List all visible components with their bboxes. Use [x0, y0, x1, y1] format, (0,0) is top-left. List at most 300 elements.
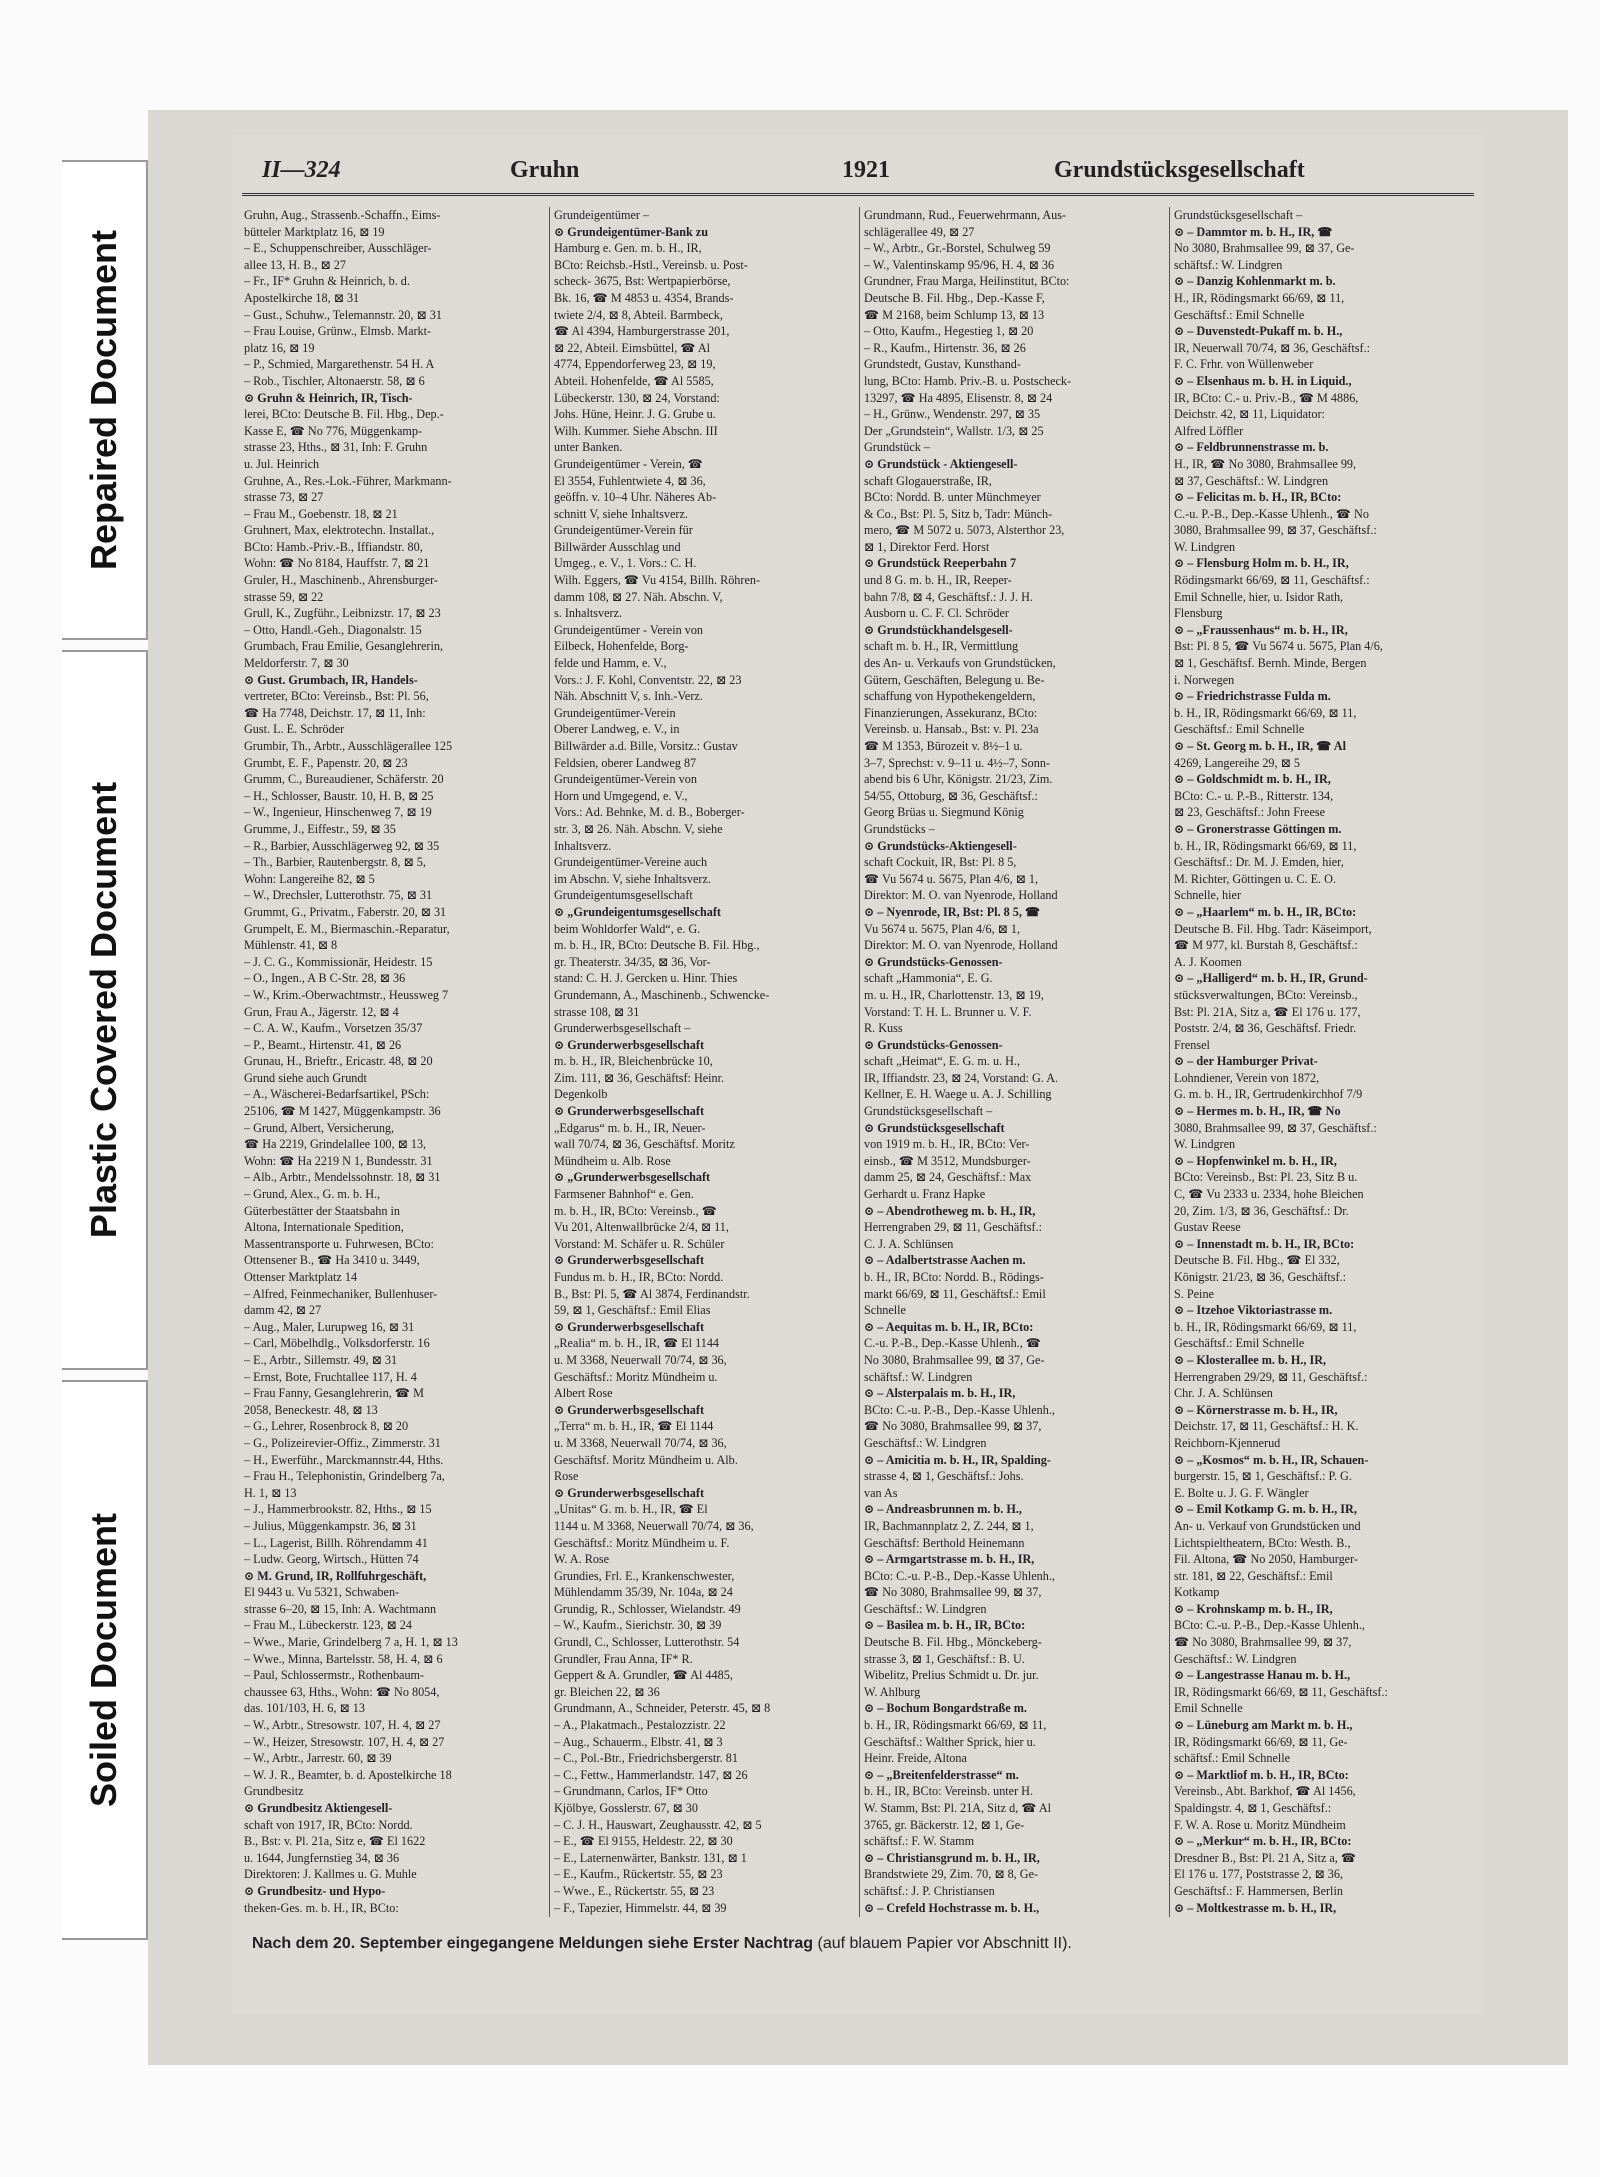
entry-line: Grundeigentümer –	[554, 208, 650, 222]
entry-line: schlägerallee 49, ⊠ 27	[864, 224, 975, 239]
entry-line: 3080, Brahmsallee 99, ⊠ 37, Geschäftsf.:	[1174, 1120, 1377, 1135]
side-tabs	[62, 160, 148, 1940]
entry-line: Lohndiener, Verein von 1872,	[1174, 1070, 1320, 1085]
entry-line: – H., Grünw., Wendenstr. 297, ⊠ 35	[864, 407, 1041, 422]
entry-line: IR, Rödingsmarkt 66/69, ⊠ 11, Ge-	[1174, 1734, 1348, 1749]
entry-line: Grumbir, Th., Arbtr., Ausschlägerallee 125	[244, 739, 453, 753]
entry-line: 3080, Brahmsallee 99, ⊠ 37, Geschäftsf.:	[1174, 523, 1377, 538]
entry-line: – G., Polizeirevier-Offiz., Zimmerstr. 31	[244, 1435, 441, 1450]
entry-line: F. C. Frhr. von Wüllenweber	[1174, 357, 1314, 372]
entry-line: einsb., ☎ M 3512, Mundsburger-	[864, 1153, 1031, 1168]
entry-line: Spaldingstr. 4, ⊠ 1, Geschäftsf.:	[1174, 1801, 1332, 1815]
entry-line: ⊙ Grunderwerbsgesellschaft	[554, 1485, 705, 1500]
entry-line: u. M 3368, Neuerwall 70/74, ⊠ 36,	[554, 1435, 727, 1450]
tab-soiled-document	[62, 1380, 148, 1940]
entry-line: Wibelitz, Prelius Schmidt u. Dr. jur.	[864, 1668, 1039, 1683]
entry-line: – P., Beamt., Hirtenstr. 41, ⊠ 26	[244, 1037, 402, 1052]
entry-line: Umgeg., e. V., 1. Vors.: C. H.	[554, 556, 697, 571]
entry-line: – Grund, Alex., G. m. b. H.,	[244, 1187, 381, 1202]
entry-line: twiete 2/4, ⊠ 8, Abteil. Barmbeck,	[554, 307, 723, 322]
entry-line: strasse 3, ⊠ 1, Geschäftsf.: B. U.	[864, 1651, 1025, 1666]
entry-line: Billwärder Ausschlag und	[554, 539, 681, 554]
entry-line: schaft Cockuit, IR, Bst: Pl. 8 5,	[864, 855, 1017, 870]
entry-line: 20, Zim. 1/3, ⊠ 36, Geschäftsf.: Dr.	[1174, 1203, 1349, 1218]
entry-line: Gust. L. E. Schröder	[244, 722, 345, 737]
entry-line: und 8 G. m. b. H., IR, Reeper-	[864, 573, 1012, 588]
entry-line: von 1919 m. b. H., IR, BCto: Ver-	[864, 1137, 1030, 1152]
entry-line: ⊙ – Hopfenwinkel m. b. H., IR,	[1174, 1153, 1337, 1168]
entry-line: ☎ M 1353, Bürozeit v. 8½–1 u.	[864, 739, 1023, 753]
entry-line: Bst: Pl. 21A, Sitz a, ☎ El 176 u. 177,	[1174, 1004, 1361, 1019]
entry-line: das. 101/103, H. 6, ⊠ 13	[244, 1701, 365, 1716]
entry-line: bütteler Marktplatz 16, ⊠ 19	[244, 224, 385, 239]
entry-line: – P., Schmied, Margarethenstr. 54 H. A	[244, 357, 435, 372]
entry-line: Fil. Altona, ☎ No 2050, Hamburger-	[1174, 1552, 1358, 1567]
entry-line: 4774, Eppendorferweg 23, ⊠ 19,	[554, 357, 716, 372]
entry-line: – E., Kaufm., Rückertstr. 55, ⊠ 23	[554, 1867, 723, 1882]
entry-line: ⊙ – Aequitas m. b. H., IR, BCto:	[864, 1319, 1034, 1334]
entry-line: Feldsien, oberer Landweg 87	[554, 755, 697, 770]
entry-line: ⊠ 1, Geschäftsf. Bernh. Minde, Bergen	[1174, 656, 1367, 671]
entry-line: Grund siehe auch Grundt	[244, 1070, 367, 1085]
entry-line: ⊙ – Abendrotheweg m. b. H., IR,	[864, 1203, 1036, 1218]
entry-line: Geschäftsf.: Emil Schnelle	[1174, 1336, 1305, 1351]
entry-line: Herrengraben 29/29, ⊠ 11, Geschäftsf.:	[1174, 1369, 1368, 1384]
entry-line: Grundeigentümer - Verein, ☎	[554, 456, 703, 471]
entry-line: ⊙ – Innenstadt m. b. H., IR, BCto:	[1174, 1236, 1355, 1251]
entry-line: No 3080, Brahmsallee 99, ⊠ 37, Ge-	[1174, 241, 1355, 256]
entry-line: BCto: Nordd. B. unter Münchmeyer	[864, 490, 1041, 505]
entry-line: ⊙ – Moltkestrasse m. b. H., IR,	[1174, 1900, 1337, 1915]
entry-line: – Wwe., E., Rückertstr. 55, ⊠ 23	[554, 1883, 715, 1898]
entry-line: b. H., IR, Rödingsmarkt 66/69, ⊠ 11,	[1174, 705, 1357, 720]
entry-line: Zim. 111, ⊠ 36, Geschäftsf: Heinr.	[554, 1070, 725, 1085]
entry-line: ⊙ – Marktliof m. b. H., IR, BCto:	[1174, 1767, 1349, 1782]
entry-line: b. H., IR, Rödingsmarkt 66/69, ⊠ 11,	[864, 1718, 1047, 1733]
entry-line: Grundstück –	[864, 440, 931, 455]
entry-line: ⊙ – Itzehoe Viktoriastrasse m.	[1174, 1303, 1333, 1318]
entry-line: ⊙ – Alsterpalais m. b. H., IR,	[864, 1386, 1016, 1401]
entry-line: Bst: Pl. 8 5, ☎ Vu 5674 u. 5675, Plan 4/6,	[1174, 639, 1383, 654]
entry-line: Grundeigentümer-Vereine auch	[554, 855, 708, 870]
entry-line: – Ernst, Bote, Fruchtallee 117, H. 4	[244, 1369, 417, 1384]
entry-line: Grumbach, Frau Emilie, Gesanglehrerin,	[244, 639, 443, 654]
entry-line: El 9443 u. Vu 5321, Schwaben-	[244, 1585, 400, 1600]
entry-line: Inhaltsverz.	[554, 838, 612, 853]
entry-line: – W., Arbtr., Stresowstr. 107, H. 4, ⊠ 27	[244, 1718, 441, 1733]
entry-line: u. M 3368, Neuerwall 70/74, ⊠ 36,	[554, 1352, 727, 1367]
entry-line: H., IR, Rödingsmarkt 66/69, ⊠ 11,	[1174, 290, 1345, 305]
entry-line: schäftsf.: J. P. Christiansen	[864, 1883, 995, 1898]
entry-line: Billwärder a.d. Bille, Vorsitz.: Gustav	[554, 739, 738, 753]
entry-line: ⊙ – Emil Kotkamp G. m. b. H., IR,	[1174, 1502, 1357, 1517]
column-2	[554, 207, 854, 1917]
entry-line: H. 1, ⊠ 13	[244, 1485, 297, 1500]
entry-line: „Realia“ m. b. H., IR, ☎ El 1144	[554, 1336, 720, 1351]
entry-line: ⊙ Grundstücks-Genossen-	[864, 954, 1003, 969]
tab-plastic-covered-document	[62, 650, 148, 1370]
entry-line: Grundeigentümer - Verein von	[554, 622, 704, 637]
entry-line: ⊙ – St. Georg m. b. H., IR, ☎ Al	[1174, 739, 1346, 753]
entry-line: Wilh. Kummer. Siehe Abschn. III	[554, 423, 718, 438]
entry-line: – Gust., Schuhw., Telemannstr. 20, ⊠ 31	[244, 307, 442, 322]
entry-line: Ottenser Marktplatz 14	[244, 1270, 358, 1284]
entry-line: unter Banken.	[554, 440, 623, 455]
entry-line: Hamburg e. Gen. m. b. H., IR,	[554, 241, 702, 256]
entry-line: Vereinsb., Abt. Barkhof, ☎ Al 1456,	[1174, 1784, 1356, 1799]
entry-line: Geppert & A. Grundler, ☎ Al 4485,	[554, 1668, 733, 1683]
entry-line: – Frau H., Telephonistin, Grindelberg 7a,	[244, 1469, 445, 1484]
entry-line: Grunderwerbsgesellschaft –	[554, 1021, 691, 1036]
entry-line: ⊙ Grundstücks-Genossen-	[864, 1037, 1003, 1052]
entry-line: E. Bolte u. J. G. F. Wängler	[1174, 1485, 1309, 1500]
entry-line: damm 25, ⊠ 24, Geschäftsf.: Max	[864, 1170, 1032, 1185]
entry-line: ⊙ – „Haarlem“ m. b. H., IR, BCto:	[1174, 904, 1357, 919]
entry-line: ☎ No 3080, Brahmsallee 99, ⊠ 37,	[864, 1585, 1042, 1600]
entry-line: strasse 108, ⊠ 31	[554, 1004, 640, 1019]
entry-line: Farmsener Bahnhof“ e. Gen.	[554, 1187, 694, 1202]
entry-line: theken-Ges. m. b. H., IR, BCto:	[244, 1900, 399, 1915]
entry-line: Grundeigentümer-Verein für	[554, 523, 693, 538]
entry-line: ⊙ Grunderwerbsgesellschaft	[554, 1319, 705, 1334]
entry-line: R. Kuss	[864, 1021, 903, 1036]
entry-line: Grundstücksgesellschaft –	[1174, 208, 1303, 222]
entry-line: ⊙ Grunderwerbsgesellschaft	[554, 1104, 705, 1119]
entry-line: ⊙ – Christiansgrund m. b. H., IR,	[864, 1850, 1040, 1865]
entry-line: Grundeigentumsgesellschaft	[554, 888, 693, 903]
entry-line: ⊙ Grundstücks-Aktiengesell-	[864, 838, 1017, 853]
entry-line: ⊙ – „Kosmos“ m. b. H., IR, Schauen-	[1174, 1452, 1369, 1467]
entry-line: Deichstr. 42, ⊠ 11, Liquidator:	[1174, 407, 1325, 422]
entry-line: Grumbt, E. F., Papenstr. 20, ⊠ 23	[244, 755, 408, 770]
entry-line: ⊙ – Goldschmidt m. b. H., IR,	[1174, 772, 1331, 787]
entry-line: Degenkolb	[554, 1087, 608, 1102]
entry-line: schnitt V, siehe Inhaltsverz.	[554, 506, 688, 521]
entry-line: ⊙ „Grundeigentumsgesellschaft	[554, 904, 721, 919]
entry-line: – C., Fettw., Hammerlandstr. 147, ⊠ 26	[554, 1767, 748, 1782]
entry-line: – Frau M., Goebenstr. 18, ⊠ 21	[244, 506, 398, 521]
entry-line: strasse 23, Hths., ⊠ 31, Inh: F. Gruhn	[244, 440, 428, 455]
entry-line: m. b. H., IR, BCto: Vereinsb., ☎	[554, 1203, 717, 1218]
entry-line: 13297, ☎ Ha 4895, Elisenstr. 8, ⊠ 24	[864, 390, 1053, 405]
entry-line: ⊙ Grundstückhandelsgesell-	[864, 622, 1013, 637]
entry-line: Vors.: Ad. Behnke, M. d. B., Boberger-	[554, 805, 745, 820]
entry-line: W. Ahlburg	[864, 1684, 921, 1699]
entry-line: Geschäftsf: Berthold Heinemann	[864, 1535, 1025, 1550]
entry-line: Brandstwiete 29, Zim. 70, ⊠ 8, Ge-	[864, 1867, 1039, 1882]
entry-line: Eilbeck, Hohenfelde, Borg-	[554, 639, 689, 654]
entry-line: i. Norwegen	[1174, 672, 1235, 687]
entry-line: – Wwe., Marie, Grindelberg 7 a, H. 1, ⊠ 13	[244, 1635, 458, 1650]
entry-line: Geschäftsf.: Emil Schnelle	[1174, 307, 1305, 322]
entry-line: lerei, BCto: Deutsche B. Fil. Hbg., Dep.-	[244, 407, 444, 422]
entry-line: Deutsche B. Fil. Hbg. Tadr: Käseimport,	[1174, 921, 1372, 936]
entry-line: 54/55, Ottoburg, ⊠ 36, Geschäftsf.:	[864, 788, 1038, 803]
entry-line: Geschäftsf.: F. Hammersen, Berlin	[1174, 1883, 1343, 1898]
entry-line: markt 66/69, ⊠ 11, Geschäftsf.: Emil	[864, 1286, 1046, 1301]
column-1	[244, 207, 544, 1917]
entry-line: beim Wohldorfer Wald“, e. G.	[554, 921, 701, 936]
entry-line: s. Inhaltsverz.	[554, 606, 623, 621]
entry-line: b. H., IR, BCto: Nordd. B., Rödings-	[864, 1270, 1044, 1284]
entry-line: W. Lindgren	[1174, 539, 1236, 554]
entry-line: ⊙ – Andreasbrunnen m. b. H.,	[864, 1502, 1022, 1517]
entry-line: ⊙ – Armgartstrasse m. b. H., IR,	[864, 1552, 1035, 1567]
entry-line: ⊙ – Crefeld Hochstrasse m. b. H.,	[864, 1900, 1040, 1915]
entry-line: Gruhne, A., Res.-Lok.-Führer, Markmann-	[244, 473, 452, 488]
entry-line: vertreter, BCto: Vereinsb., Bst: Pl. 56,	[244, 689, 429, 704]
directory-page	[232, 135, 1484, 2015]
entry-line: IR, Bachmannplatz 2, Z. 244, ⊠ 1,	[864, 1518, 1034, 1533]
entry-line: Königstr. 21/23, ⊠ 36, Geschäftsf.:	[1174, 1270, 1347, 1284]
entry-line: – Alb., Arbtr., Mendelssohnstr. 18, ⊠ 31	[244, 1170, 441, 1185]
entry-line: Mühlendamm 35/39, Nr. 104a, ⊠ 24	[554, 1585, 733, 1600]
entry-line: ⊙ – „Merkur“ m. b. H., IR, BCto:	[1174, 1834, 1352, 1849]
entry-line: Grundemann, A., Maschinenb., Schwencke-	[554, 987, 770, 1002]
entry-line: Grundner, Frau Marga, Heilinstitut, BCto:	[864, 274, 1070, 289]
entry-line: ⊙ – Hermes m. b. H., IR, ☎ No	[1174, 1104, 1341, 1119]
entry-line: Grumme, J., Eiffestr., 59, ⊠ 35	[244, 821, 396, 836]
entry-line: ⊠ 22, Abteil. Eimsbüttel, ☎ Al	[554, 340, 711, 355]
entry-line: Grundies, Frl. E., Krankenschwester,	[554, 1568, 735, 1583]
entry-line: Lichtspieltheatern, BCto: Westh. B.,	[1174, 1535, 1351, 1550]
entry-line: ⊙ – Langestrasse Hanau m. b. H.,	[1174, 1668, 1351, 1683]
entry-line: – E., Arbtr., Sillemstr. 49, ⊠ 31	[244, 1352, 398, 1367]
entry-line: Geschäftsf.: Emil Schnelle	[1174, 722, 1305, 737]
entry-line: BCto: Hamb.-Priv.-B., Iffiandstr. 80,	[244, 539, 423, 554]
entry-line: BCto: C.-u. P.-B., Dep.-Kasse Uhlenh.,	[1174, 1618, 1365, 1633]
entry-line: El 176 u. 177, Poststrasse 2, ⊠ 36,	[1174, 1867, 1343, 1882]
entry-line: Johs. Hüne, Heinr. J. G. Grube u.	[554, 407, 716, 422]
entry-line: Grundstedt, Gustav, Kunsthand-	[864, 357, 1021, 372]
entry-line: – R., Kaufm., Hirtenstr. 36, ⊠ 26	[864, 340, 1026, 355]
tab-repaired-document	[62, 160, 148, 640]
entry-line: m. u. H., IR, Charlottenstr. 13, ⊠ 19,	[864, 987, 1044, 1002]
entry-line: – H., Schlosser, Baustr. 10, H. B, ⊠ 25	[244, 788, 434, 803]
entry-line: „Edgarus“ m. b. H., IR, Neuer-	[554, 1120, 706, 1135]
entry-line: ☎ Ha 7748, Deichstr. 17, ⊠ 11, Inh:	[244, 705, 426, 720]
entry-line: H., IR, ☎ No 3080, Brahmsallee 99,	[1174, 456, 1357, 471]
entry-line: ⊙ – Flensburg Holm m. b. H., IR,	[1174, 556, 1349, 571]
entry-line: Heinr. Freide, Altona	[864, 1751, 967, 1766]
header-section: Grundstücksgesellschaft	[1054, 157, 1305, 183]
entry-line: – Ludw. Georg, Wirtsch., Hütten 74	[244, 1552, 419, 1567]
entry-line: Grundeigentümer-Verein von	[554, 772, 697, 787]
entry-line: schaft m. b. H., IR, Vermittlung	[864, 639, 1019, 654]
entry-line: geöffn. v. 10–4 Uhr. Näheres Ab-	[554, 490, 717, 505]
entry-line: Direktoren: J. Kallmes u. G. Muhle	[244, 1867, 417, 1882]
entry-line: ⊙ – Adalbertstrasse Aachen m.	[864, 1253, 1026, 1268]
entry-line: ⊙ – Feldbrunnenstrasse m. b.	[1174, 440, 1329, 455]
entry-line: – Frau Louise, Grünw., Elmsb. Markt-	[244, 324, 432, 339]
entry-line: Gruhnert, Max, elektrotechn. Installat.,	[244, 523, 435, 538]
entry-line: des An- u. Verkaufs von Grundstücken,	[864, 656, 1056, 671]
entry-line: ⊙ – Klosterallee m. b. H., IR,	[1174, 1352, 1327, 1367]
entry-line: ⊠ 37, Geschäftsf.: W. Lindgren	[1174, 473, 1329, 488]
entry-line: W. A. Rose	[554, 1552, 610, 1567]
entry-line: Grundig, R., Schlosser, Wielandstr. 49	[554, 1601, 741, 1616]
footer-text: (auf blauem Papier vor Abschnitt II).	[813, 1935, 1072, 1952]
entry-line: ⊠ 23, Geschäftsf.: John Freese	[1174, 805, 1326, 820]
entry-line: IR, Iffiandstr. 23, ⊠ 24, Vorstand: G. A.	[864, 1070, 1059, 1085]
entry-line: ⊙ – Bochum Bongardstraße m.	[864, 1701, 1027, 1716]
entry-line: lung, BCto: Hamb. Priv.-B. u. Postscheck-	[864, 373, 1072, 388]
entry-line: strasse 73, ⊠ 27	[244, 490, 324, 505]
entry-line: ⊙ – Felicitas m. b. H., IR, BCto:	[1174, 490, 1342, 505]
entry-line: stücksverwaltungen, BCto: Vereinsb.,	[1174, 987, 1358, 1002]
entry-line: b. H., IR, BCto: Vereinsb. unter H.	[864, 1784, 1034, 1799]
entry-line: 4269, Langereihe 29, ⊠ 5	[1174, 755, 1300, 770]
entry-line: – W., Krim.-Oberwachtmstr., Heussweg 7	[244, 987, 449, 1002]
entry-line: G. m. b. H., IR, Gertrudenkirchhof 7/9	[1174, 1087, 1363, 1102]
entry-line: felde und Hamm, e. V.,	[554, 656, 667, 671]
entry-line: ⊙ – Körnerstrasse m. b. H., IR,	[1174, 1402, 1338, 1417]
entry-line: Gütern, Geschäften, Belegung u. Be-	[864, 672, 1045, 687]
entry-line: scheck- 3675, Bst: Wertpapierbörse,	[554, 274, 731, 289]
entry-line: A. J. Koomen	[1174, 954, 1242, 969]
entry-line: Geschäftsf.: Walther Sprick, hier u.	[864, 1734, 1036, 1749]
entry-line: IR, BCto: C.- u. Priv.-B., ☎ M 4886,	[1174, 390, 1359, 405]
entry-line: schäftsf.: Emil Schnelle	[1174, 1751, 1291, 1766]
entry-line: BCto: C.- u. P.-B., Ritterstr. 134,	[1174, 788, 1334, 803]
entry-line: ☎ No 3080, Brahmsallee 99, ⊠ 37,	[1174, 1635, 1352, 1650]
entry-line: chaussee 63, Hths., Wohn: ☎ No 8054,	[244, 1684, 440, 1699]
entry-line: m. b. H., IR, Bleichenbrücke 10,	[554, 1054, 713, 1069]
entry-line: Vu 5674 u. 5675, Plan 4/6, ⊠ 1,	[864, 921, 1021, 936]
entry-line: – W., Arbtr., Gr.-Borstel, Schulweg 59	[864, 241, 1051, 256]
entry-line: – Th., Barbier, Rautenbergstr. 8, ⊠ 5,	[244, 855, 426, 870]
entry-line: ⊙ – „Breitenfelderstrasse“ m.	[864, 1767, 1019, 1782]
entry-line: Grummt, G., Privatm., Faberstr. 20, ⊠ 31	[244, 904, 447, 919]
entry-line: ⊙ Grundstücksgesellschaft	[864, 1120, 1005, 1135]
entry-line: Geschäftsf.: W. Lindgren	[864, 1435, 987, 1450]
entry-line: Wohn: Langereihe 82, ⊠ 5	[244, 871, 375, 886]
entry-line: 1144 u. M 3368, Neuerwall 70/74, ⊠ 36,	[554, 1518, 754, 1533]
entry-line: Deutsche B. Fil. Hbg., Dep.-Kasse F,	[864, 290, 1045, 305]
entry-line: – C. J. H., Hauswart, Zeughausstr. 42, ⊠ 5	[554, 1817, 762, 1832]
entry-line: Grumm, C., Bureaudiener, Schäferstr. 20	[244, 772, 444, 787]
entry-line	[864, 1916, 1164, 1917]
entry-line: Grun, Frau A., Jägerstr. 12, ⊠ 4	[244, 1004, 399, 1019]
entry-line: BCto: C.-u. P.-B., Dep.-Kasse Uhlenh.,	[864, 1568, 1055, 1583]
entry-line: Wohn: ☎ Ha 2219 N 1, Bundesstr. 31	[244, 1153, 433, 1168]
entry-line: Vorstand: T. H. L. Brunner u. V. F.	[864, 1004, 1032, 1019]
entry-line: Fundus m. b. H., IR, BCto: Nordd.	[554, 1270, 724, 1284]
entry-line: – E., Laternenwärter, Bankstr. 131, ⊠ 1	[554, 1850, 747, 1865]
entry-line: Grundler, Frau Anna, ⅠF* R.	[554, 1651, 693, 1666]
footer-bold-text: Nach dem 20. September eingegangene Meldungen siehe Erster Nachtrag	[252, 1935, 814, 1952]
entry-line	[1174, 1916, 1474, 1917]
entry-line: – Alfred, Feinmechaniker, Bullenhuser-	[244, 1286, 438, 1301]
entry-line: – Frau M., Lübeckerstr. 123, ⊠ 24	[244, 1618, 412, 1633]
entry-line: ⊙ – Elsenhaus m. b. H. in Liquid.,	[1174, 373, 1352, 388]
entry-line: Vors.: J. F. Kohl, Conventstr. 22, ⊠ 23	[554, 672, 742, 687]
entry-line: – Otto, Handl.-Geh., Diagonalstr. 15	[244, 622, 422, 637]
column-divider	[549, 207, 550, 1917]
entry-line: gr. Theaterstr. 34/35, ⊠ 36, Vor-	[554, 954, 711, 969]
entry-line: B., Bst: v. Pl. 21a, Sitz e, ☎ El 1622	[244, 1834, 426, 1849]
entry-line: – R., Barbier, Ausschlägerweg 92, ⊠ 35	[244, 838, 440, 853]
entry-line: – Aug., Schauerm., Elbstr. 41, ⊠ 3	[554, 1734, 723, 1749]
entry-line: Vereinsb. u. Hansab., Bst: v. Pl. 23a	[864, 722, 1039, 737]
entry-line: Der „Grundstein“, Wallstr. 1/3, ⊠ 25	[864, 423, 1044, 438]
entry-line: 3–7, Sprechst: v. 9–11 u. 4½–7, Sonn-	[864, 755, 1050, 770]
entry-line: ⊙ M. Grund, IR, Rollfuhrgeschäft,	[244, 1568, 427, 1583]
entry-line: b. H., IR, Rödingsmarkt 66/69, ⊠ 11,	[1174, 1319, 1357, 1334]
entry-line: platz 16, ⊠ 19	[244, 340, 315, 355]
entry-line: Kjölbye, Gosslerstr. 67, ⊠ 30	[554, 1801, 698, 1815]
entry-line: Apostelkirche 18, ⊠ 31	[244, 290, 360, 305]
entry-line: – Otto, Kaufm., Hegestieg 1, ⊠ 20	[864, 324, 1034, 339]
entry-line: bahn 7/8, ⊠ 4, Geschäftsf.: J. J. H.	[864, 589, 1033, 604]
entry-line: allee 13, H. B., ⊠ 27	[244, 257, 346, 272]
entry-line: ⊙ – Danzig Kohlenmarkt m. b.	[1174, 274, 1336, 289]
entry-line: B., Bst: Pl. 5, ☎ Al 3874, Ferdinandstr.	[554, 1286, 750, 1301]
entry-line	[554, 1916, 854, 1917]
entry-line: Geschäftsf.: W. Lindgren	[1174, 1651, 1297, 1666]
entry-line: Grundstücks –	[864, 821, 935, 836]
entry-line: str. 3, ⊠ 26. Näh. Abschn. V, siehe	[554, 821, 723, 836]
entry-line: m. b. H., IR, BCto: Deutsche B. Fil. Hbg.,	[554, 938, 760, 953]
entry-line: 59, ⊠ 1, Geschäftsf.: Emil Elias	[554, 1303, 711, 1318]
entry-line: BCto: Vereinsb., Bst: Pl. 23, Sitz B u.	[1174, 1170, 1358, 1185]
entry-line: ☎ Al 4394, Hamburgerstrasse 201,	[554, 324, 730, 339]
entry-line: Rose	[554, 1469, 579, 1484]
entry-line: ⊙ Gust. Grumbach, IR, Handels-	[244, 672, 418, 687]
entry-line: Alfred Löffler	[1174, 423, 1244, 438]
entry-line: – O., Ingen., A B C-Str. 28, ⊠ 36	[244, 971, 406, 986]
entry-line: im Abschn. V, siehe Inhaltsverz.	[554, 871, 711, 886]
entry-line: C, ☎ Vu 2333 u. 2334, hohe Bleichen	[1174, 1187, 1364, 1202]
entry-line: Deichstr. 17, ⊠ 11, Geschäftsf.: H. K.	[1174, 1419, 1359, 1434]
entry-line: b. H., IR, Rödingsmarkt 66/69, ⊠ 11,	[1174, 838, 1357, 853]
entry-line: mero, ☎ M 5072 u. 5073, Alsterthor 23,	[864, 523, 1065, 538]
entry-line: ⊙ Grundstück Reeperbahn 7	[864, 556, 1017, 571]
entry-line: An- u. Verkauf von Grundstücken und	[1174, 1518, 1361, 1533]
entry-line: Albert Rose	[554, 1386, 613, 1401]
entry-line: Kotkamp	[1174, 1585, 1220, 1600]
entry-line: ⊙ Grundbesitz Aktiengesell-	[244, 1801, 393, 1815]
entry-line: ⊙ – Friedrichstrasse Fulda m.	[1174, 689, 1331, 704]
entry-line: Emil Schnelle, hier, u. Isidor Rath,	[1174, 589, 1344, 604]
entry-line: – Paul, Schlossermstr., Rothenbaum-	[244, 1668, 425, 1683]
entry-line: ⊙ Grundeigentümer-Bank zu	[554, 224, 708, 239]
tab-label: Soiled Document	[83, 1512, 124, 1808]
entry-line: strasse 59, ⊠ 22	[244, 589, 324, 604]
entry-line: Emil Schnelle	[1174, 1701, 1243, 1716]
entry-line: Abteil. Hohenfelde, ☎ Al 5585,	[554, 373, 714, 388]
entry-line: damm 42, ⊠ 27	[244, 1303, 322, 1318]
column-3	[864, 207, 1164, 1917]
entry-line: ⊙ – der Hamburger Privat-	[1174, 1054, 1318, 1069]
entry-line: ⊙ Grundstück - Aktiengesell-	[864, 456, 1018, 471]
entry-line: Altona, Internationale Spedition,	[244, 1220, 404, 1235]
entry-line: – C. A. W., Kaufm., Vorsetzen 35/37	[244, 1021, 423, 1036]
entry-line: Grunau, H., Brieftr., Ericastr. 48, ⊠ 20	[244, 1054, 433, 1069]
entry-line: ⊙ – Lüneburg am Markt m. b. H.,	[1174, 1718, 1353, 1733]
entry-line: Flensburg	[1174, 606, 1223, 621]
entry-line: – E., ☎ El 9155, Heldestr. 22, ⊠ 30	[554, 1834, 733, 1849]
entry-line: Herrengraben 29, ⊠ 11, Geschäftsf.:	[864, 1220, 1042, 1235]
entry-line: ⊙ Grunderwerbsgesellschaft	[554, 1402, 705, 1417]
entry-line: Geschäftsf.: Moritz Mündheim u. F.	[554, 1535, 730, 1550]
entry-line: F. W. A. Rose u. Moritz Mündheim	[1174, 1817, 1346, 1832]
entry-line: Grundstücksgesellschaft –	[864, 1104, 993, 1119]
entry-line: Chr. J. A. Schlünsen	[1174, 1386, 1273, 1401]
entry-line: Grull, K., Zugführ., Leibnizstr. 17, ⊠ 23	[244, 606, 441, 621]
entry-line: C.-u. P.-B., Dep.-Kasse Uhlenh., ☎	[864, 1336, 1041, 1351]
entry-line: schäftsf.: F. W. Stamm	[864, 1834, 975, 1849]
